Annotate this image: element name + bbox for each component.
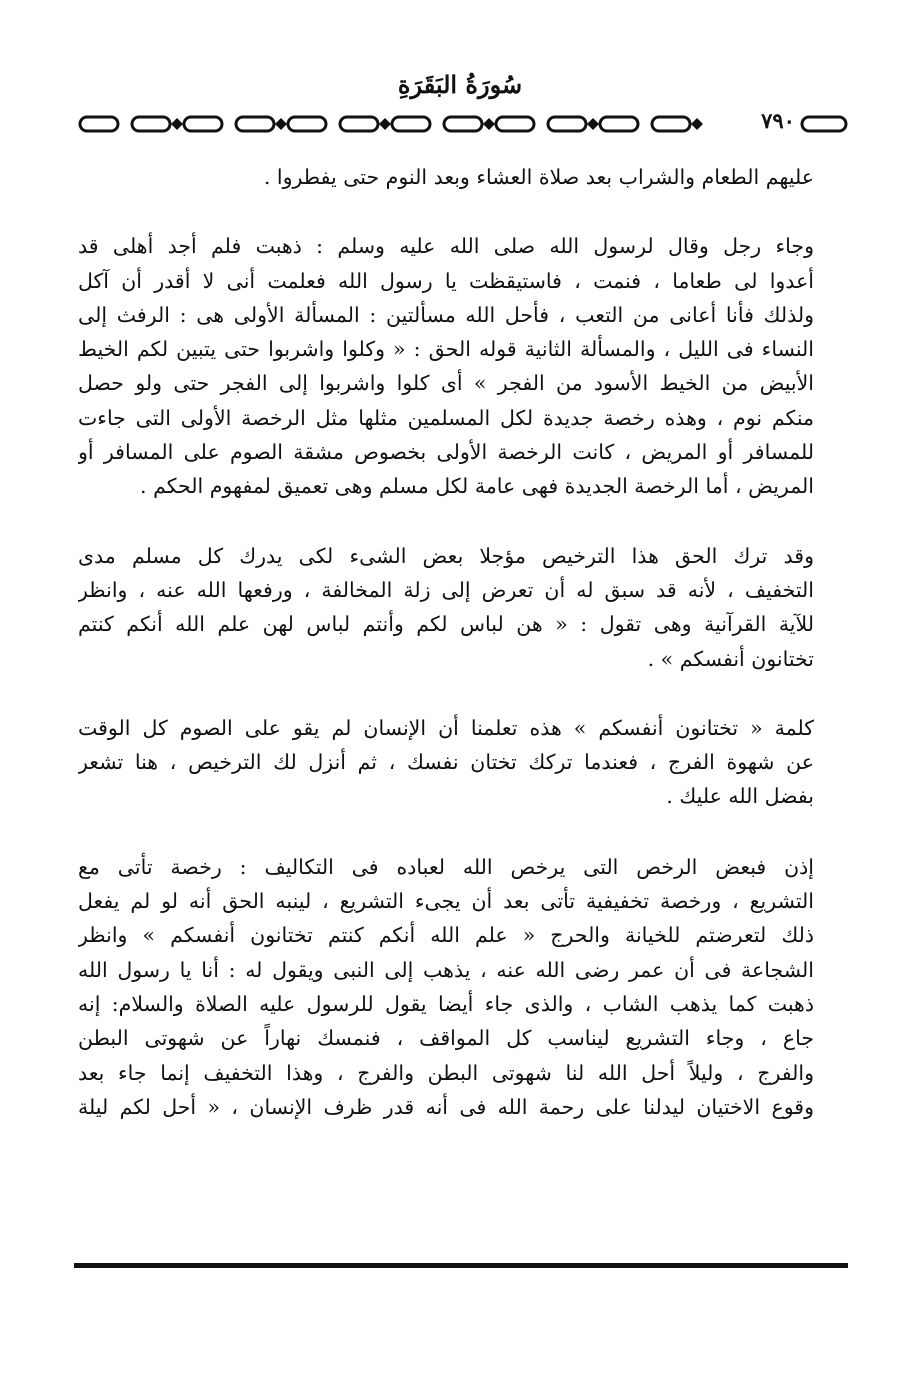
text-line: الشجاعة فى أن عمر رضى الله عنه ، يذهب إلى النبى ويقول له : أنا يا رسول الله: [78, 957, 814, 982]
chain-link-icon: [802, 117, 846, 131]
text-line: أعدوا لى طعاما ، فنمت ، فاستيقظت يا رسول الله فعلمت أنى لا أقدر أن آكل: [78, 268, 814, 293]
paragraph-4: [78, 711, 814, 814]
paragraph-2: [78, 229, 814, 503]
chain-link-icon: [444, 117, 482, 131]
text-line: التشريع ، ورخصة تخفيفية تأتى بعد أن يجىء التشريع ، لينبه الحق أنه لو لم يفعل: [78, 889, 814, 914]
chain-link-icon: [548, 117, 586, 131]
chain-link-icon: [600, 117, 638, 131]
text-line: تختانون أنفسكم » .: [647, 646, 814, 671]
text-line: المريض ، أما الرخصة الجديدة فهى عامة لكل مسلم وهى تعميق لمفهوم الحكم .: [140, 474, 814, 499]
text-line: عن شهوة الفرج ، فعندما تركك تختان نفسك ، ثم أنزل لك الترخيص ، هنا تشعر: [78, 750, 814, 775]
body-text: [78, 160, 814, 1124]
text-line: وجاء رجل وقال لرسول الله صلى الله عليه وسلم : ذهبت فلم أجد أهلى قد: [78, 234, 814, 259]
diamond-icon: [483, 118, 495, 130]
text-line: إذن فبعض الرخص التى يرخص الله لعباده فى التكاليف : رخصة تأتى مع: [78, 854, 814, 879]
ornamental-header-border: [74, 110, 850, 138]
chain-link-icon: [80, 117, 118, 131]
text-line: منكم نوم ، وهذه رخصة جديدة لكل المسلمين مثلها مثل الرخصة الأولى التى جاءت: [78, 405, 814, 430]
surah-title: سُورَةُ البَقَرَةِ: [397, 70, 523, 99]
text-line: النساء فى الليل ، والمسألة الثانية قوله الحق : « وكلوا واشربوا حتى يتبين لكم الخيط: [78, 337, 814, 362]
chain-ornament-icon: [74, 110, 850, 138]
text-line: عليهم الطعام والشراب بعد صلاة العشاء وبعد النوم حتى يفطروا .: [263, 165, 814, 189]
diamond-icon: [275, 118, 287, 130]
diamond-icon: [691, 118, 703, 130]
chain-link-icon: [392, 117, 430, 131]
text-line: ولذلك فأنا أعانى من التعب ، فأحل الله مسألتين : المسألة الأولى هى : الرفث إلى: [78, 302, 814, 327]
text-line: والفرج ، وليلاً أحل الله لنا شهوتى البطن والفرج ، وهذا التخفيف إنما جاء بعد: [78, 1060, 814, 1085]
paragraph-5: [78, 850, 814, 1124]
diamond-icon: [379, 118, 391, 130]
text-line: للآية القرآنية وهى تقول : « هن لباس لكم وأنتم لباس لهن علم الله أنكم كنتم: [78, 612, 814, 637]
chain-link-icon: [184, 117, 222, 131]
chain-link-icon: [132, 117, 170, 131]
text-line: التخفيف ، لأنه قد سبق له أن تعرض إلى زلة المخالفة ، ورفعها الله عنه ، وانظر: [78, 577, 814, 602]
text-line: الأبيض من الخيط الأسود من الفجر » أى كلوا واشربوا إلى الفجر حتى ولو حصل: [78, 371, 814, 396]
bottom-divider: [74, 1263, 848, 1268]
page-number: ٧٩٠: [761, 108, 795, 133]
diamond-icon: [587, 118, 599, 130]
text-line: كلمة « تختانون أنفسكم » هذه تعلمنا أن الإنسان لم يقو على الصوم كل الوقت: [78, 715, 814, 740]
chain-link-icon: [236, 117, 274, 131]
text-line: للمسافر أو المريض ، كانت الرخصة الأولى بخصوص مشقة الصوم على المسافر أو: [78, 440, 814, 465]
chain-link-icon: [652, 117, 690, 131]
text-line: وقوع الاختيان ليدلنا على رحمة الله فى أنه قدر ظرف الإنسان ، « أحل لكم ليلة: [78, 1094, 814, 1119]
chain-link-icon: [340, 117, 378, 131]
paragraph-1: [78, 160, 814, 194]
text-line: جاع ، وجاء التشريع ليناسب كل المواقف ، فنمسك نهاراً عن شهوتى البطن: [78, 1026, 814, 1051]
paragraph-3: [78, 539, 814, 676]
text-line: ذلك لتعرضتم للخيانة والحرج « علم الله أنكم كنتم تختانون أنفسكم » وانظر: [78, 923, 814, 948]
chain-link-icon: [288, 117, 326, 131]
text-line: ذهبت كما يذهب الشاب ، والذى جاء أيضا يقول للرسول عليه الصلاة والسلام: إنه: [78, 991, 814, 1016]
text-line: وقد ترك الحق هذا الترخيص مؤجلا بعض الشىء لكى يدرك كل مسلم مدى: [78, 543, 814, 568]
diamond-icon: [171, 118, 183, 130]
chain-link-icon: [496, 117, 534, 131]
text-line: بفضل الله عليك .: [666, 784, 814, 809]
